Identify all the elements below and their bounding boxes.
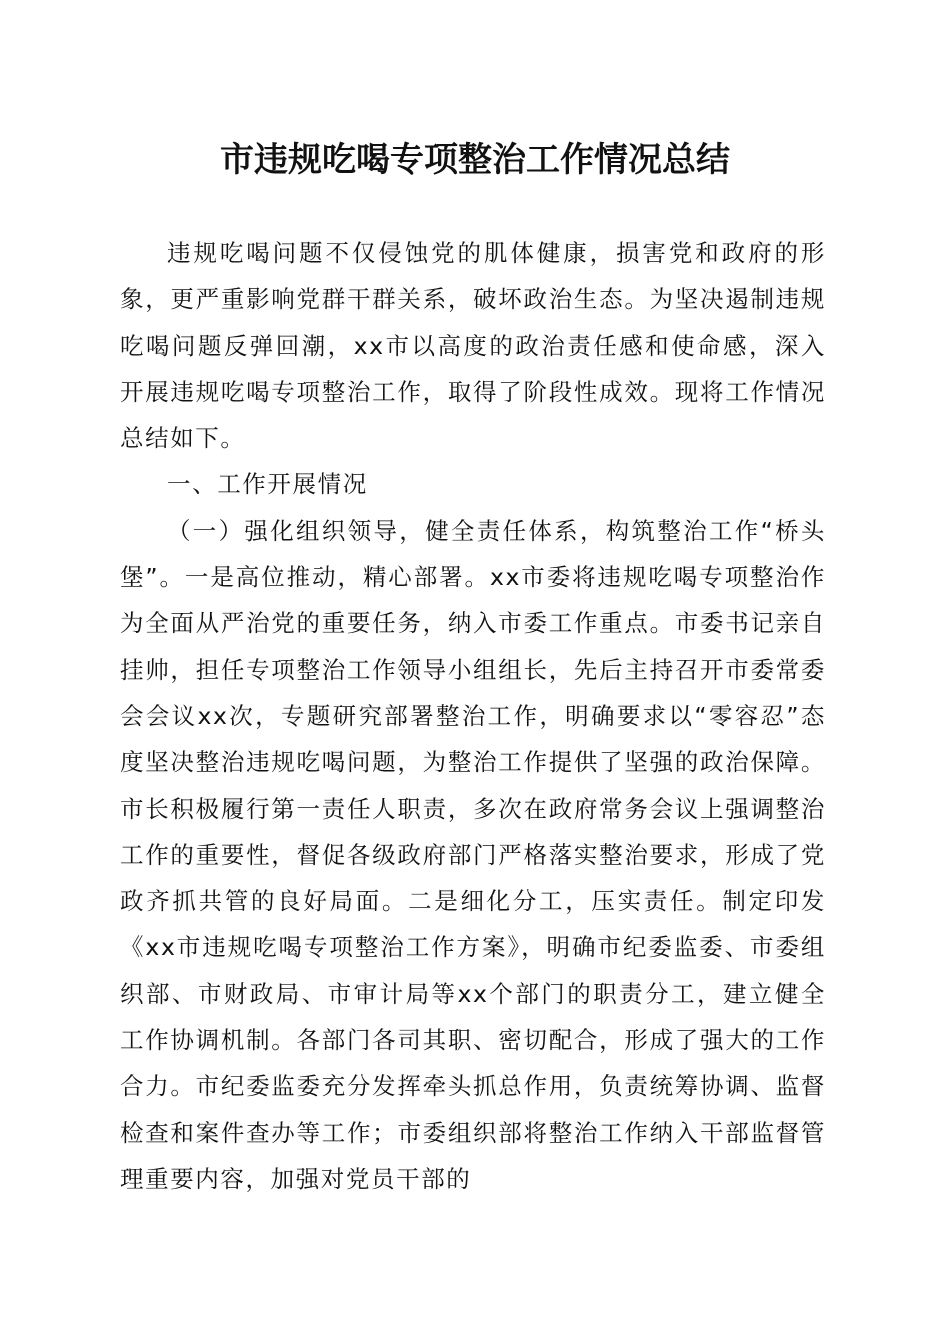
- document-body: [120, 230, 826, 1202]
- intro-paragraph: 违规吃喝问题不仅侵蚀党的肌体健康，损害党和政府的形象，更严重影响党群干群关系，破坏政治生态。为坚决遏制违规吃喝问题反弹回潮，xx市以高度的政治责任感和使命感，深入开展违规吃喝专项整治工作，取得了阶段性成效。现将工作情况总结如下。: [120, 239, 826, 453]
- document-title: 市违规吃喝专项整治工作情况总结: [220, 140, 730, 180]
- section-heading: 一、工作开展情况: [167, 470, 368, 499]
- section-paragraph: （一）强化组织领导，健全责任体系，构筑整治工作“桥头堡”。一是高位推动，精心部署。xx市委将违规吃喝专项整治作为全面从严治党的重要任务，纳入市委工作重点。市委书记亲自挂帅，担任专项整治工作领导小组组长，先后主持召开市委常委会会议xx次，专题研究部署整治工作，明确要求以“零容忍”态度坚决整治违规吃喝问题，为整治工作提供了坚强的政治保障。市长积极履行第一责任人职责，多次在政府常务会议上强调整治工作的重要性，督促各级政府部门严格落实整治要求，形成了党政齐抓共管的良好局面。二是细化分工，压实责任。制定印发《xx市违规吃喝专项整治工作方案》，明确市纪委监委、市委组织部、市财政局、市审计局等xx个部门的职责分工，建立健全工作协调机制。各部门各司其职、密切配合，形成了强大的工作合力。市纪委监委充分发挥牵头抓总作用，负责统筹协调、监督检查和案件查办等工作；市委组织部将整治工作纳入干部监督管理重要内容，加强对党员干部的: [120, 516, 826, 1193]
